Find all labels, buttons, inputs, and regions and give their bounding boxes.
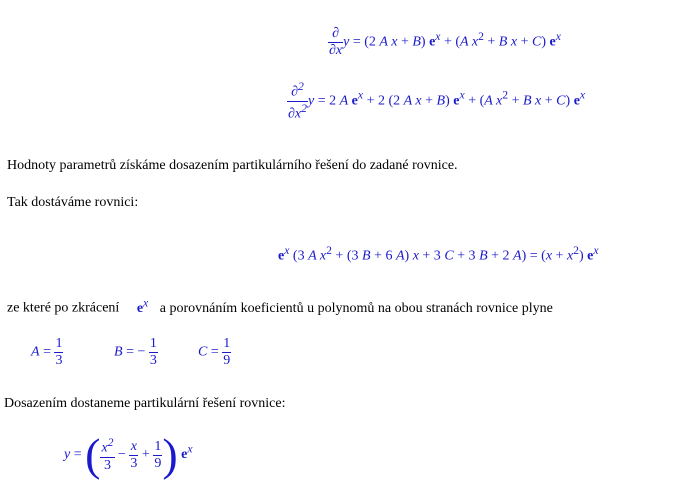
paragraph-parameters: Hodnoty parametrů získáme dosazením partikulárního řešení do zadané rovnice. xyxy=(7,158,458,173)
inline-ex: $e^x$ xyxy=(136,296,149,316)
paragraph-comparison xyxy=(7,296,553,317)
equation-main: $e^x$ (3 A $x^2 + (3$ B + 6 A) x + 3 C + 3 B + 2 $A) = (x + x^2)$ $e^x$ xyxy=(278,244,599,264)
coefficient-a: A = $\frac{1}{3}$ xyxy=(31,336,63,368)
paragraph-solution-intro: Dosazením dostaneme partikulární řešení rovnice: xyxy=(4,396,286,411)
paragraph-comparison-after: a porovnáním koeficientů u polynomů na obou stranách rovnice plyne xyxy=(159,300,553,316)
coefficient-c: C = $\frac{1}{9}$ xyxy=(198,336,231,368)
paragraph-comparison-before: ze které po zkrácení xyxy=(7,300,120,316)
paragraph-equation-intro: Tak dostáváme rovnici: xyxy=(7,195,139,210)
equation-particular-solution: y = ( $\frac{x^2}{3}$ − $\frac{x}{3}$ + $\frac{1}{9}$ ) $e^x$ xyxy=(64,429,193,480)
equation-first-derivative: $\frac{\partial}{\partial x}$ y = (2 A x + B) $e^x + (A$ $x^2 + B$ x + C) $e^x$ xyxy=(329,26,561,58)
equation-second-derivative: $\frac{\partial^2}{\partial x^2}$ y = 2 A $e^x + 2$ (2 A x + B) $e^x + (A$ $x^2 + B$ x + C) $e^x$ xyxy=(288,80,586,122)
coefficient-b: B = − $\frac{1}{3}$ xyxy=(114,336,157,368)
